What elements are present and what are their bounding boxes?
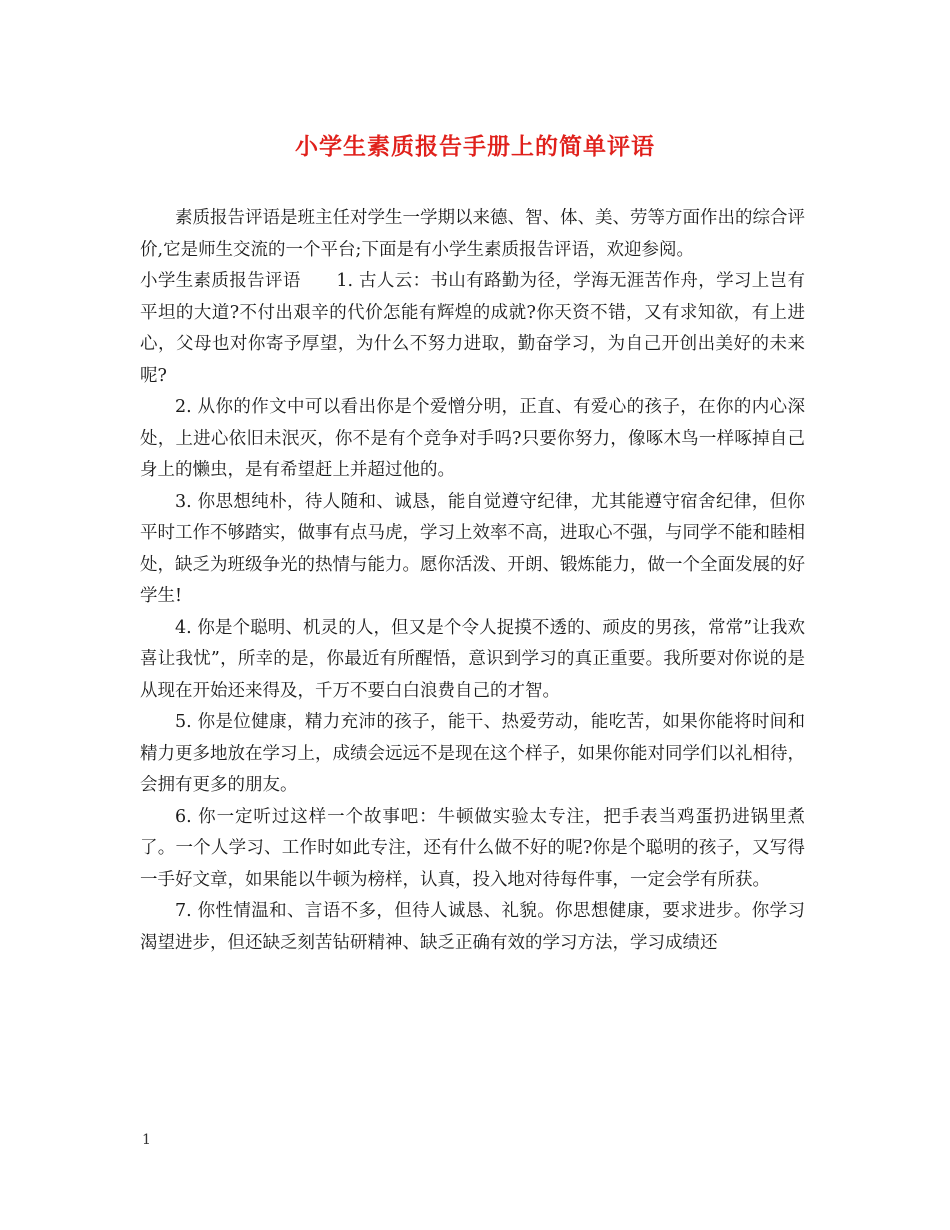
comment-paragraph-6: 6. 你一定听过这样一个故事吧：牛顿做实验太专注，把手表当鸡蛋扔进锅里煮了。一个人学习、工作时如此专注，还有什么做不好的呢?你是个聪明的孩子，又写得一手好文章，如果能以牛顿为榜样，认真，投入地对待每件事，一定会学有所获。 bbox=[140, 806, 805, 890]
document-body bbox=[140, 203, 805, 959]
comment-paragraph-5: 5. 你是位健康，精力充沛的孩子，能干、热爱劳动，能吃苦，如果你能将时间和精力更多地放在学习上，成绩会远远不是现在这个样子，如果你能对同学们以礼相待，会拥有更多的朋友。 bbox=[140, 712, 805, 795]
comment-paragraph-2: 2. 从你的作文中可以看出你是个爱憎分明，正直、有爱心的孩子，在你的内心深处，上进心依旧未泯灭，你不是有个竞争对手吗?只要你努力，像啄木鸟一样啄掉自己身上的懒虫，是有希望赶上并超过他的。 bbox=[140, 397, 805, 480]
page-number: 1 bbox=[142, 1132, 151, 1148]
comment-paragraph-3: 3. 你思想纯朴，待人随和、诚恳，能自觉遵守纪律，尤其能遵守宿舍纪律，但你平时工作不够踏实，做事有点马虎，学习上效率不高，进取心不强，与同学不能和睦相处，缺乏为班级争光的热情与能力。愿你活泼、开朗、锻炼能力，做一个全面发展的好学生! bbox=[140, 491, 805, 606]
document-title: 小学生素质报告手册上的简单评语 bbox=[295, 133, 655, 160]
comment-paragraph-1: 小学生素质报告评语 1. 古人云：书山有路勤为径，学海无涯苦作舟，学习上岂有平坦的大道?不付出艰辛的代价怎能有辉煌的成就?你天资不错，又有求知欲，有上进心，父母也对你寄予厚望，为什么不努力进取，勤奋学习，为自己开创出美好的未来呢? bbox=[140, 271, 805, 386]
intro-paragraph: 素质报告评语是班主任对学生一学期以来德、智、体、美、劳等方面作出的综合评价,它是师生交流的一个平台;下面是有小学生素质报告评语，欢迎参阅。 bbox=[140, 208, 805, 260]
comment-paragraph-7: 7. 你性情温和、言语不多，但待人诚恳、礼貌。你思想健康，要求进步。你学习渴望进步，但还缺乏刻苦钻研精神、缺乏正确有效的学习方法，学习成绩还 bbox=[140, 901, 805, 953]
comment-paragraph-4: 4. 你是个聪明、机灵的人，但又是个令人捉摸不透的、顽皮的男孩，常常”让我欢喜让我忧”，所幸的是，你最近有所醒悟，意识到学习的真正重要。我所要对你说的是从现在开始还来得及，千万不要白白浪费自己的才智。 bbox=[140, 617, 805, 701]
